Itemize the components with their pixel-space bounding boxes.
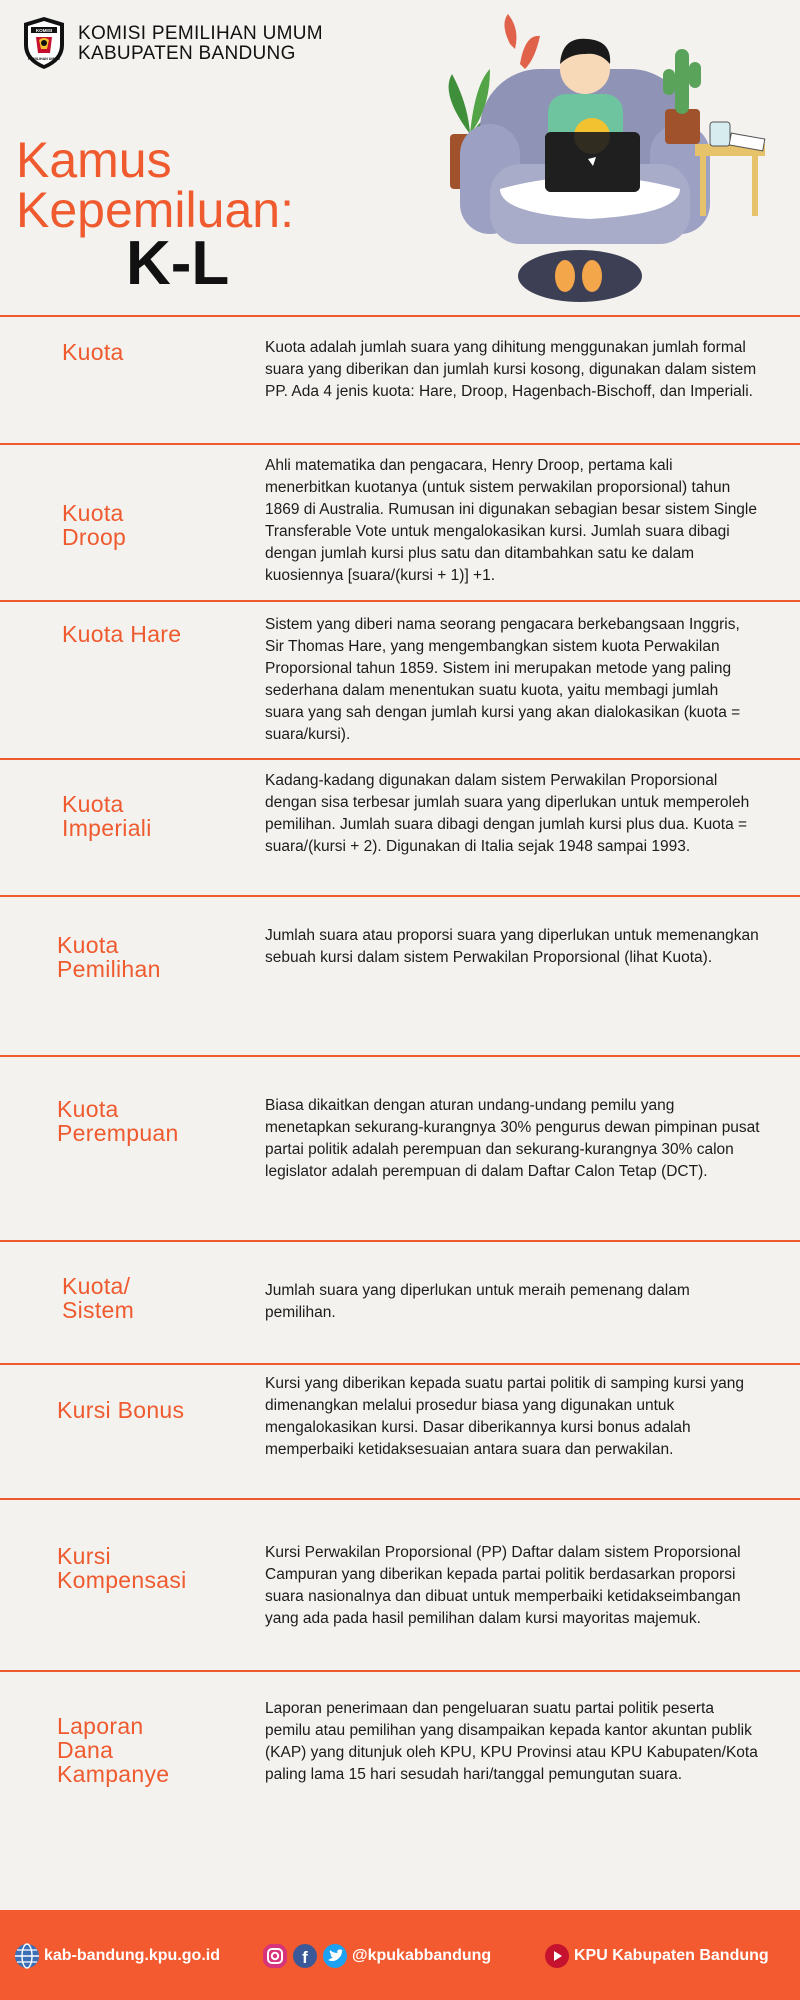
logo-text-bottom: PEMILIHAN UMUM [28, 57, 60, 61]
globe-icon [14, 1943, 40, 1969]
glossary-term: Kuota Perempuan [57, 1096, 179, 1146]
youtube-channel: KPU Kabupaten Bandung [574, 1947, 769, 1964]
glossary-term: Kuota Droop [62, 500, 127, 550]
glossary-entry [0, 315, 800, 443]
glossary-term: Kuota [62, 339, 124, 365]
person-laptop-illustration [430, 14, 770, 304]
glossary-definition: Jumlah suara atau proporsi suara yang diperlukan untuk memenangkan sebuah kursi dalam sistem Perwakilan Proporsional (lihat Kuota). [265, 927, 759, 966]
glossary-term: Kuota Pemilihan [57, 932, 161, 982]
twitter-icon[interactable] [322, 1943, 348, 1969]
svg-text:f: f [302, 1948, 308, 1967]
glossary-definition: Kursi Perwakilan Proporsional (PP) Daftar dalam sistem Proporsional Campuran yang diberikan kepada partai politik berdasarkan proporsi suara nasionalnya dan dibuat untuk memperbaiki ketidakseimbangan yang ada pada hasil pemilihan dalam kursi mayoritas majemuk. [265, 1544, 741, 1627]
social-links[interactable] [262, 1943, 491, 1969]
glossary-definition: Kursi yang diberikan kepada suatu partai politik di samping kursi yang dimenangkan melalui prosedur biasa yang digunakan untuk mengalokasikan kursi. Dasar diberikannya kursi bonus adalah memperbaiki ketidaksesuaian antara suara dan perwakilan. [265, 1375, 745, 1458]
footer [0, 1910, 800, 2000]
page-title [16, 132, 294, 238]
org-line-1: KOMISI PEMILIHAN UMUM [78, 23, 323, 44]
glossary-entry [0, 1363, 800, 1498]
glossary-entry [0, 1498, 800, 1670]
glossary-entry [0, 1240, 800, 1363]
glossary-term: Kuota Imperiali [62, 791, 152, 841]
glossary-definition: Jumlah suara yang diperlukan untuk meraih pemenang dalam pemilihan. [265, 1282, 690, 1321]
social-handle: @kpukabbandung [352, 1947, 492, 1964]
youtube-icon [544, 1943, 570, 1969]
title-line-2: Kepemiluan: [16, 182, 294, 238]
youtube-link[interactable] [544, 1943, 769, 1969]
glossary-definition: Ahli matematika dan pengacara, Henry Droop, pertama kali menerbitkan kuotanya (untuk sistem perwakilan proporsional) tahun 1869 di Australia. Rumusan ini digunakan sebagian besar sistem Single Transferable Vote untuk mengalokasikan kursi. Jumlah suara dibagi dengan jumlah kursi plus satu dan ditambahkan satu ke dalam kuosiennya [suara/(kursi + 1)] +1. [265, 457, 757, 584]
header [0, 0, 800, 315]
website-text: kab-bandung.kpu.go.id [44, 1947, 220, 1964]
glossary-definition: Biasa dikaitkan dengan aturan undang-undang pemilu yang menetapkan sekurang-kurangnya 30% pengurus dewan pimpinan pusat partai politik adalah perempuan dan sekurang-kurangnya 30% calon legislator adalah perempuan di dalam Daftar Calon Tetap (DCT). [265, 1097, 760, 1180]
glossary-definition: Sistem yang diberi nama seorang pengacara berkebangsaan Inggris, Sir Thomas Hare, yang mengembangkan sistem kuota Perwakilan Proporsional tahun 1859. Sistem ini merupakan metode yang paling sederhana dalam menentukan suatu kuota, yaitu membagi jumlah suara yang sah dengan jumlah kursi yang akan dialokasikan (kuota = suara/kursi). [265, 616, 741, 743]
title-line-1: Kamus [16, 132, 172, 188]
glossary-term: Kursi Bonus [57, 1397, 185, 1423]
glossary-entry [0, 1055, 800, 1240]
organization-name [78, 24, 323, 64]
glossary-definition: Kuota adalah jumlah suara yang dihitung menggunakan jumlah formal suara yang diberikan dan jumlah kursi kosong, digunakan dalam sistem PP. Ada 4 jenis kuota: Hare, Droop, Hagenbach-Bischoff, dan Imperiali. [265, 339, 757, 400]
logo-text-top: KOMISI [35, 28, 53, 33]
glossary-entry [0, 443, 800, 600]
glossary-term: Kuota Hare [62, 621, 182, 647]
glossary-term: Laporan Dana Kampanye [57, 1713, 170, 1787]
website-link[interactable] [14, 1943, 220, 1969]
glossary-definition: Kadang-kadang digunakan dalam sistem Perwakilan Proporsional dengan sisa terbesar jumlah suara yang diperlukan untuk memperoleh pemilihan. Jumlah suara dibagi dengan jumlah kursi plus dua. Kuota = suara/(kursi + 2). Digunakan di Italia sejak 1948 sampai 1993. [265, 772, 750, 855]
glossary-entry [0, 758, 800, 895]
kpu-logo [20, 15, 68, 71]
title-range: K-L [126, 229, 230, 298]
org-line-2: KABUPATEN BANDUNG [78, 43, 296, 64]
glossary-entry [0, 895, 800, 1055]
glossary-term: Kursi Kompensasi [57, 1543, 187, 1593]
glossary-definition: Laporan penerimaan dan pengeluaran suatu partai politik peserta pemilu atau pemilihan yang disampaikan kepada kantor akuntan publik (KAP) yang ditunjuk oleh KPU, KPU Provinsi atau KPU Kabupaten/Kota paling lama 15 hari sesudah hari/tanggal pemungutan suara. [265, 1700, 758, 1783]
glossary-entry [0, 600, 800, 758]
instagram-icon[interactable] [262, 1943, 288, 1969]
facebook-icon[interactable] [292, 1943, 318, 1969]
glossary-term: Kuota/ Sistem [62, 1273, 135, 1323]
